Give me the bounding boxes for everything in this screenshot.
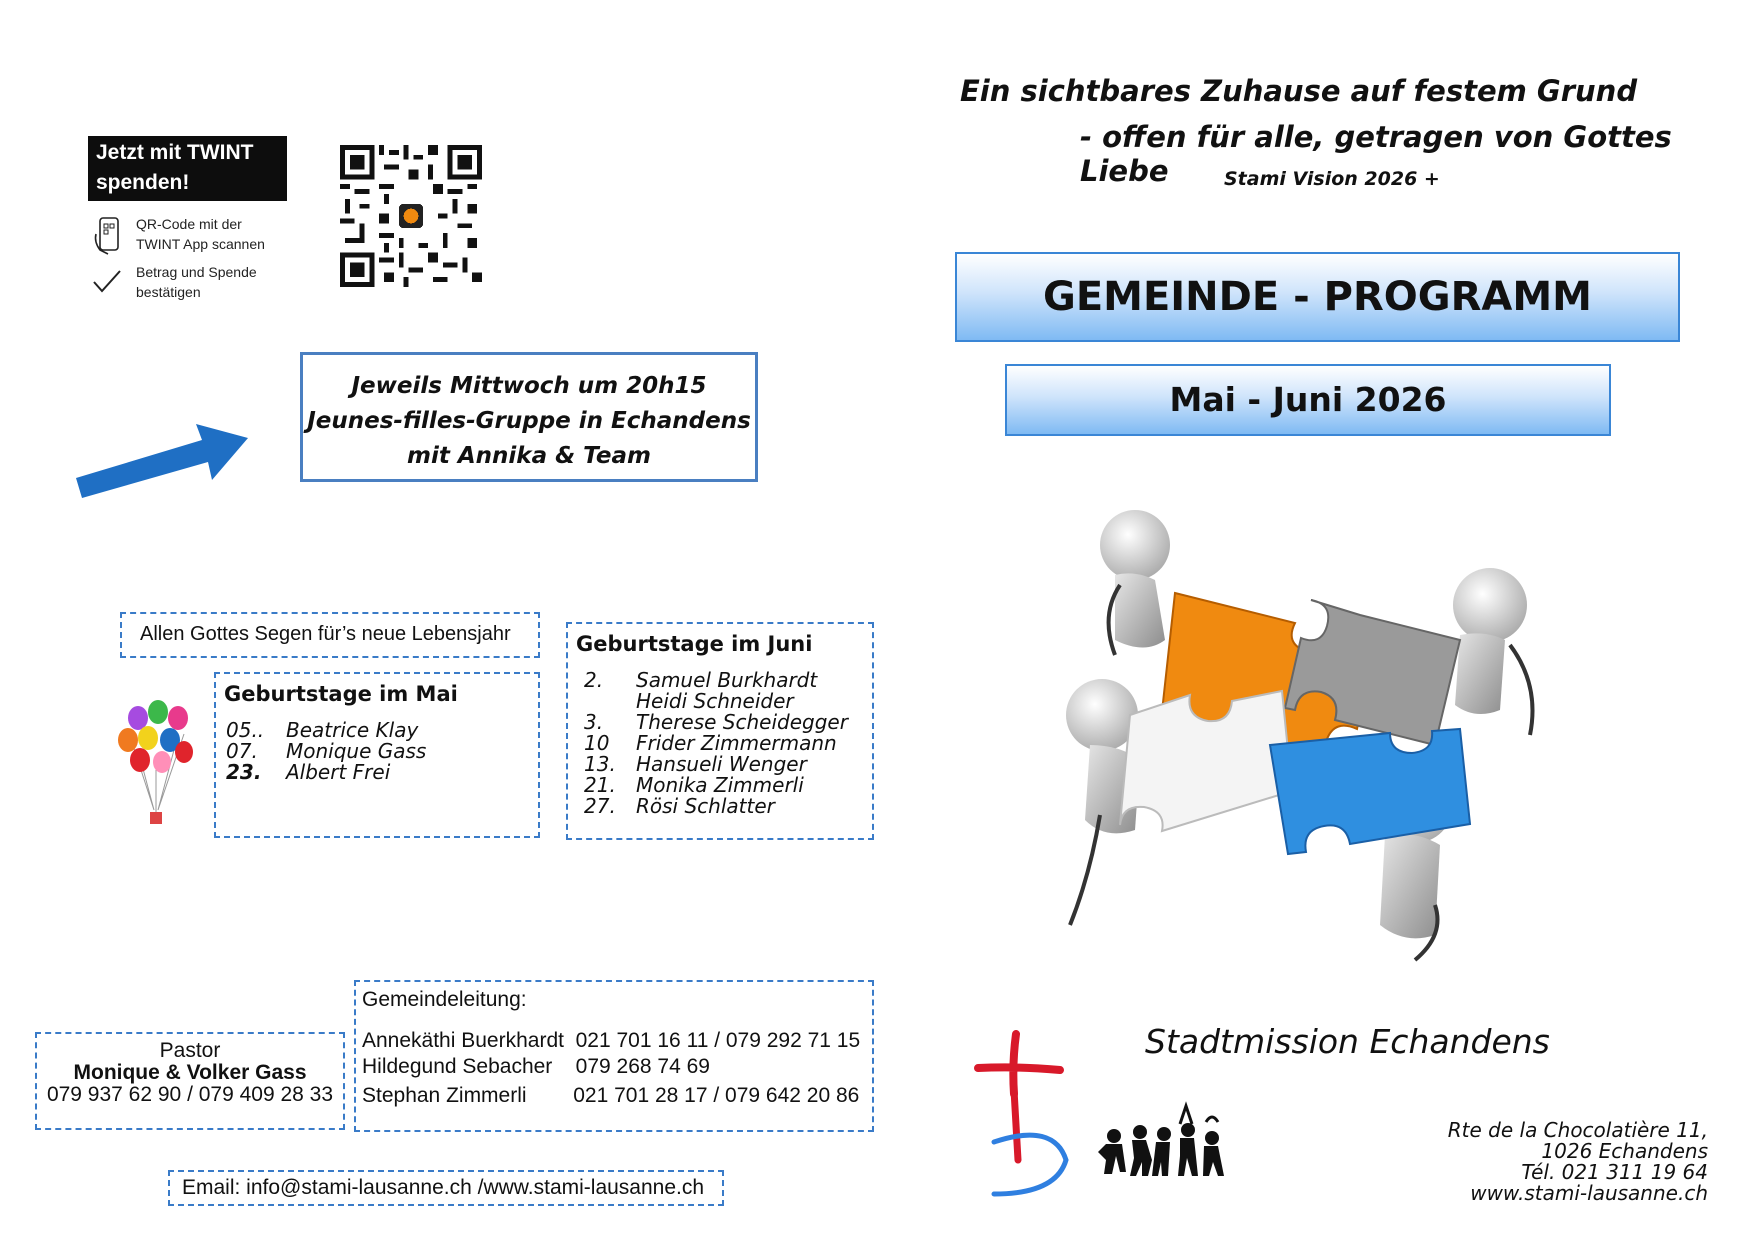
people-silhouettes-icon [1098, 1106, 1224, 1176]
period-title: Mai - Juni 2026 [1005, 364, 1611, 436]
vision-label: Stami Vision 2026 + [1224, 168, 1440, 190]
twint-badge [88, 136, 287, 201]
twint-step1-line1: QR-Code mit der [136, 216, 242, 232]
twint-qr-code[interactable] [340, 145, 482, 287]
list-item [576, 754, 864, 775]
pastor-label: Pastor [159, 1039, 221, 1062]
email-contact[interactable]: Email: info@stami-lausanne.ch /www.stami-lausanne.ch [168, 1170, 724, 1206]
birthday-day: 27. [584, 794, 616, 818]
birthday-day: 23. [226, 760, 262, 784]
figure-top-right [1453, 568, 1533, 735]
address-line2: 1026 Echandens [1541, 1139, 1708, 1163]
event-line1: Jeweils Mittwoch um 20h15 [351, 373, 707, 399]
birthday-name: Heidi Schneider [636, 689, 794, 713]
address-line3: Tél. 021 311 19 64 [1521, 1160, 1708, 1184]
twint-step-scan [136, 214, 265, 254]
birthday-name: Hansueli Wenger [636, 752, 807, 776]
pastor-box [35, 1032, 345, 1130]
leadership-row: Annekäthi Buerkhardt 021 701 16 11 / 079 292 71 15 [362, 1029, 861, 1052]
address-line1: Rte de la Chocolatière 11, [1447, 1118, 1708, 1142]
birthday-name: Samuel Burkhardt [636, 668, 818, 692]
phone-scan-icon [92, 216, 124, 256]
organization-name: Stadtmission Echandens [1145, 1022, 1550, 1061]
blue-arrow-icon [74, 418, 254, 498]
birthday-day: 10 [584, 731, 610, 755]
birthday-name: Frider Zimmermann [636, 731, 837, 755]
puzzle-team-illustration [1060, 505, 1550, 965]
twint-badge-line1: Jetzt mit TWINT [96, 141, 254, 164]
list-item [224, 741, 530, 762]
list-item [576, 733, 864, 754]
birthday-name: Therese Scheidegger [636, 710, 848, 734]
weekly-event-box [300, 352, 758, 482]
birthday-day: 05.. [226, 718, 265, 742]
figure-top-left [1100, 510, 1170, 655]
tagline-line1: Ein sichtbares Zuhause auf festem Grund [960, 74, 1638, 108]
list-item [576, 670, 864, 691]
twint-step2-line1: Betrag und Spende [136, 264, 257, 280]
twint-step2-line2: bestätigen [136, 284, 201, 300]
twint-badge-line2: spenden! [96, 171, 190, 194]
list-item [576, 712, 864, 733]
twint-step-confirm [136, 262, 257, 302]
checkmark-icon [92, 268, 122, 294]
leadership-row: Stephan Zimmerli 021 701 28 17 / 079 642 20 86 [362, 1084, 860, 1107]
birthday-name: Beatrice Klay [286, 718, 419, 742]
birthday-day: 3. [584, 710, 604, 734]
birthdays-june-heading: Geburtstage im Juni [576, 632, 813, 656]
birthday-day: 07. [226, 739, 258, 763]
twint-step1-line2: TWINT App scannen [136, 236, 265, 252]
page-title: GEMEINDE - PROGRAMM [955, 252, 1680, 342]
pastor-names: Monique & Volker Gass [73, 1061, 307, 1084]
list-item [576, 775, 864, 796]
event-line2: Jeunes-filles-Gruppe in Echandens [307, 408, 751, 434]
birthdays-may-box [214, 672, 540, 838]
birthday-day: 2. [584, 668, 604, 692]
event-line3: mit Annika & Team [407, 443, 651, 469]
address-block [1440, 1120, 1708, 1204]
blue-puzzle-piece [1270, 729, 1470, 854]
list-item [224, 720, 530, 741]
leadership-row: Hildegund Sebacher 079 268 74 69 [362, 1055, 710, 1078]
list-item [224, 762, 530, 783]
leadership-heading: Gemeindeleitung: [362, 988, 527, 1011]
list-item [576, 691, 864, 712]
birthdays-june-box [566, 622, 874, 840]
list-item [576, 796, 864, 817]
tagline-line2: - offen für alle, getragen von Gottes Liebe [1080, 120, 1672, 188]
birthday-day: 21. [584, 773, 616, 797]
birthday-name: Monika Zimmerli [636, 773, 804, 797]
birthday-name: Monique Gass [286, 739, 427, 763]
birthday-name: Albert Frei [286, 760, 391, 784]
birthday-day: 13. [584, 752, 616, 776]
birthday-name: Rösi Schlatter [636, 794, 775, 818]
address-line4: www.stami-lausanne.ch [1470, 1181, 1708, 1205]
pastor-phones: 079 937 62 90 / 079 409 28 33 [46, 1083, 334, 1106]
stadtmission-logo [966, 1030, 1256, 1200]
blessing-box: Allen Gottes Segen für’s neue Lebensjahr [120, 612, 540, 658]
birthdays-may-heading: Geburtstage im Mai [224, 682, 458, 706]
leadership-box [354, 980, 874, 1132]
balloons-icon [118, 700, 194, 828]
